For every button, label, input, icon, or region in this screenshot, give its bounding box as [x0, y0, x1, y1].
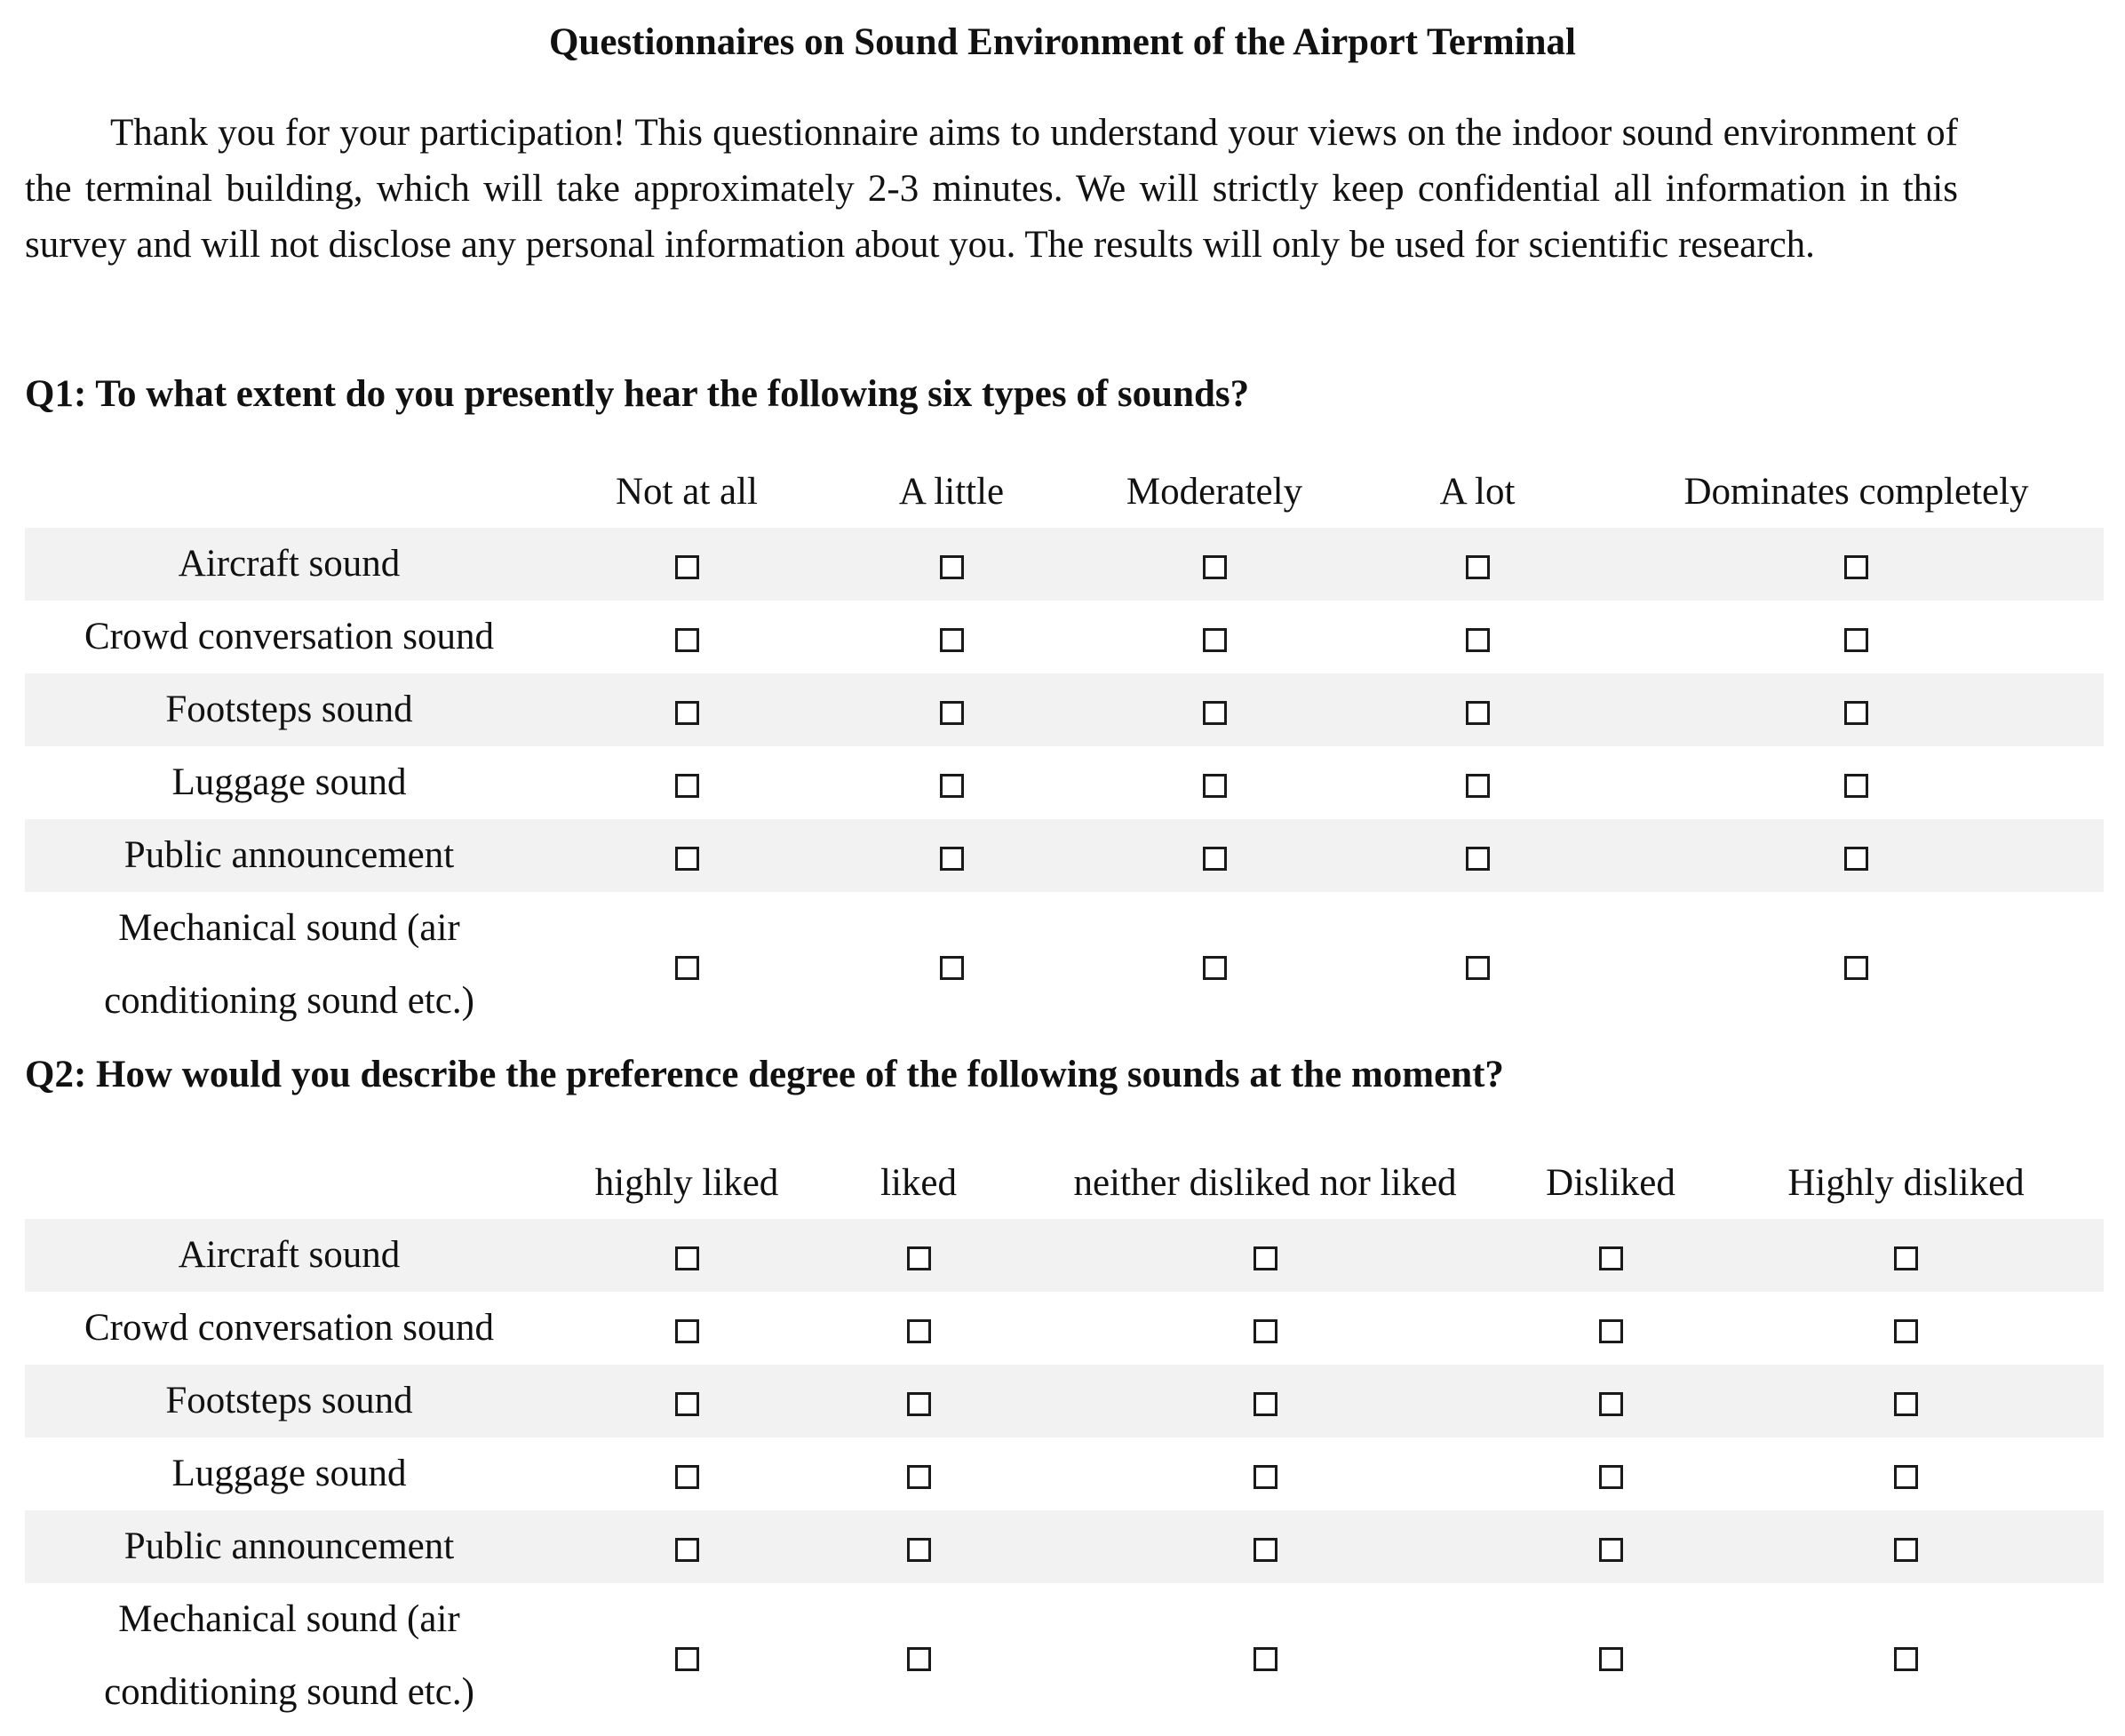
q1-checkbox[interactable]: [1466, 701, 1490, 725]
q1-checkbox[interactable]: [1844, 628, 1868, 652]
q1-checkbox[interactable]: [1203, 956, 1227, 980]
page-title: Questionnaires on Sound Environment of the Airport Terminal: [548, 21, 1576, 63]
q2-checkbox[interactable]: [1599, 1538, 1623, 1562]
q2-checkbox[interactable]: [1599, 1465, 1623, 1489]
q2-checkbox[interactable]: [675, 1319, 699, 1343]
q1-checkbox[interactable]: [675, 847, 699, 871]
q1-row-label: Luggage sound: [171, 761, 407, 803]
q1-checkbox[interactable]: [1466, 847, 1490, 871]
q1-checkbox[interactable]: [675, 956, 699, 980]
q1-checkbox[interactable]: [1203, 701, 1227, 725]
q2-row-label: Footsteps sound: [25, 1365, 553, 1437]
q1-header-row: [25, 455, 2104, 528]
q2-table-row: [25, 1510, 2104, 1583]
q2-row-label: Luggage sound: [171, 1453, 407, 1494]
q1-checkbox[interactable]: [675, 774, 699, 798]
q2-table-row: [25, 1219, 2104, 1292]
q2-table-row: [25, 1292, 2104, 1365]
q2-checkbox[interactable]: [1894, 1246, 1918, 1270]
q2-row-label: Aircraft sound: [25, 1219, 553, 1292]
q2-checkbox[interactable]: [907, 1319, 931, 1343]
q1-row-label: Public announcement: [25, 819, 553, 892]
q1-checkbox[interactable]: [675, 628, 699, 652]
q1-checkbox[interactable]: [940, 956, 964, 980]
q1-checkbox[interactable]: [940, 847, 964, 871]
q1-table-row: [25, 601, 2104, 673]
q2-checkbox[interactable]: [675, 1465, 699, 1489]
q1-checkbox[interactable]: [1203, 847, 1227, 871]
q1-checkbox[interactable]: [1466, 628, 1490, 652]
q1-row-label: Mechanical sound (air conditioning sound etc.): [104, 907, 474, 1022]
q2-checkbox[interactable]: [907, 1392, 931, 1416]
q1-table-row: [25, 819, 2104, 892]
q2-checkbox[interactable]: [1599, 1319, 1623, 1343]
q2-checkbox[interactable]: [1894, 1319, 1918, 1343]
q1-option-header: Not at all: [615, 470, 758, 513]
q2-option-header: Highly disliked: [1787, 1161, 2025, 1204]
q2-checkbox[interactable]: [1599, 1647, 1623, 1671]
q1-table-row: [25, 673, 2104, 746]
q2-checkbox[interactable]: [907, 1246, 931, 1270]
q1-checkbox[interactable]: [1466, 956, 1490, 980]
q2-option-header: highly liked: [594, 1161, 779, 1204]
q2-checkbox[interactable]: [1894, 1392, 1918, 1416]
q2-checkbox[interactable]: [1894, 1538, 1918, 1562]
q1-checkbox[interactable]: [1203, 774, 1227, 798]
q1-checkbox[interactable]: [940, 628, 964, 652]
q1-checkbox[interactable]: [675, 701, 699, 725]
q1-checkbox[interactable]: [1844, 774, 1868, 798]
q1-checkbox[interactable]: [1844, 555, 1868, 579]
q1-header-blank: [25, 455, 553, 528]
q2-checkbox[interactable]: [1894, 1647, 1918, 1671]
q1-row-label: Crowd conversation sound: [84, 616, 494, 657]
q2-row-label: Public announcement: [25, 1510, 553, 1583]
q1-row-label: Aircraft sound: [25, 528, 553, 601]
q1-checkbox[interactable]: [1466, 774, 1490, 798]
q1-option-header: A lot: [1439, 470, 1516, 513]
q2-checkbox[interactable]: [675, 1647, 699, 1671]
q1-checkbox[interactable]: [1203, 628, 1227, 652]
q2-checkbox[interactable]: [1254, 1319, 1277, 1343]
q1-checkbox[interactable]: [1844, 956, 1868, 980]
q1-table-row: [25, 528, 2104, 601]
q1-checkbox[interactable]: [1844, 847, 1868, 871]
q2-checkbox[interactable]: [907, 1465, 931, 1489]
q1-checkbox[interactable]: [940, 701, 964, 725]
q2-option-header: liked: [880, 1161, 957, 1204]
q1-checkbox[interactable]: [1844, 701, 1868, 725]
q2-checkbox[interactable]: [1599, 1246, 1623, 1270]
q1-checkbox[interactable]: [675, 555, 699, 579]
q1-table-row: [25, 746, 2104, 819]
q2-checkbox[interactable]: [675, 1246, 699, 1270]
q2-checkbox[interactable]: [1254, 1246, 1277, 1270]
q2-option-header: neither disliked nor liked: [1073, 1161, 1457, 1204]
q2-table-row: [25, 1437, 2104, 1510]
q1-rating-table: [25, 455, 2104, 1038]
q2-header-blank: [25, 1146, 553, 1219]
q2-checkbox[interactable]: [907, 1647, 931, 1671]
question-2: Q2: How would you describe the preference degree of the following sounds at the moment?: [25, 1054, 1504, 1095]
q2-checkbox[interactable]: [1254, 1647, 1277, 1671]
q1-option-header: Dominates completely: [1683, 470, 2029, 513]
q1-option-header: A little: [898, 470, 1005, 513]
q2-table-row: [25, 1365, 2104, 1437]
q2-checkbox[interactable]: [675, 1538, 699, 1562]
q1-checkbox[interactable]: [1466, 555, 1490, 579]
q2-table-row: [25, 1583, 2104, 1729]
q2-row-label: Mechanical sound (air conditioning sound etc.): [104, 1598, 474, 1713]
q2-row-label: Crowd conversation sound: [84, 1307, 494, 1349]
q2-checkbox[interactable]: [1254, 1392, 1277, 1416]
q1-row-label: Footsteps sound: [25, 673, 553, 746]
q1-table-row: [25, 892, 2104, 1038]
q2-checkbox[interactable]: [907, 1538, 931, 1562]
intro-paragraph: Thank you for your participation! This questionnaire aims to understand your views on the indoor sound environment of the terminal building, which will take approximately 2-3 minutes. We will strictly keep confidential all information in this survey and will not disclose any personal information about you. The results will only be used for scientific research.: [25, 112, 1958, 266]
q2-checkbox[interactable]: [675, 1392, 699, 1416]
q2-option-header: Disliked: [1546, 1161, 1675, 1204]
q2-rating-table: [25, 1146, 2104, 1729]
q2-checkbox[interactable]: [1894, 1465, 1918, 1489]
question-1: Q1: To what extent do you presently hear the following six types of sounds?: [25, 373, 1250, 415]
q1-checkbox[interactable]: [940, 774, 964, 798]
q2-header-row: [25, 1146, 2104, 1219]
q2-checkbox[interactable]: [1254, 1538, 1277, 1562]
q1-option-header: Moderately: [1126, 470, 1303, 513]
q2-checkbox[interactable]: [1599, 1392, 1623, 1416]
q1-checkbox[interactable]: [940, 555, 964, 579]
q2-checkbox[interactable]: [1254, 1465, 1277, 1489]
q1-checkbox[interactable]: [1203, 555, 1227, 579]
